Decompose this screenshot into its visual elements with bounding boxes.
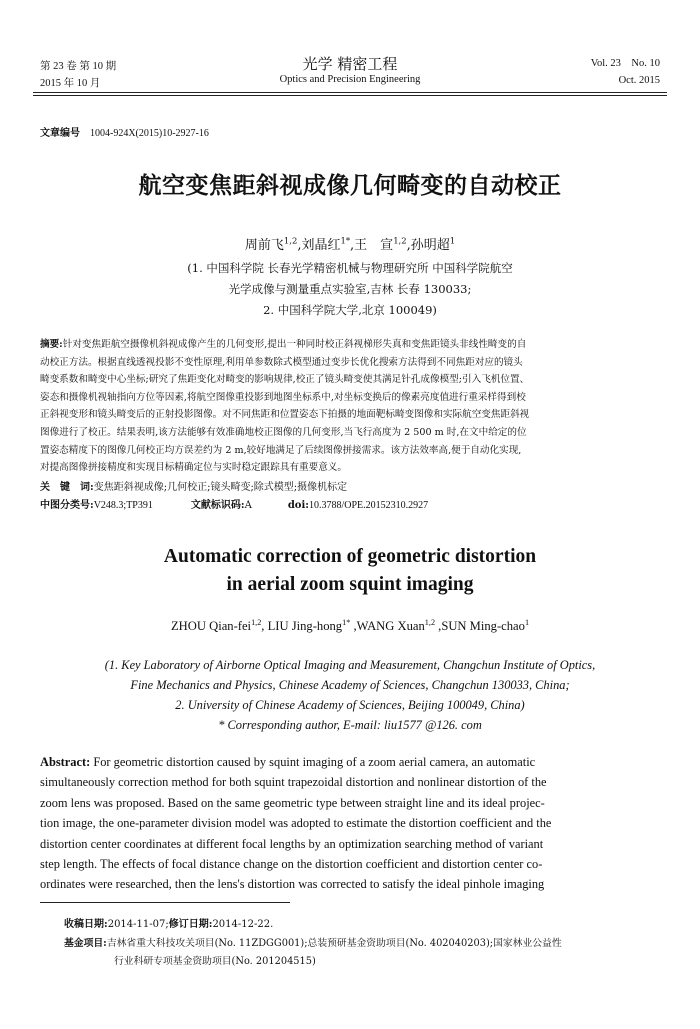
journal-title-en: Optics and Precision Engineering (279, 74, 421, 85)
abstract-cn-line: 置姿态精度下的图像几何校正均方误差约为 2 m,较好地满足了后续图像拼接需求。该方法效率高,便于自动化实现, (40, 444, 522, 456)
abstract-cn-line: 对提高图像拼接精度和实现目标精确定位与实时稳定跟踪具有重要意义。 (40, 462, 347, 474)
affiliations-cn (0, 258, 700, 321)
article-id-value: 1004-924X(2015)10-2927-16 (90, 128, 209, 139)
footnote-rule (40, 902, 290, 903)
date-cn: 2015 年 10 月 (40, 78, 101, 89)
article-id-label: 文章编号 (40, 128, 80, 139)
abstract-cn-label: 摘要: (40, 339, 63, 350)
affiliation-cn-line: 光学成像与测量重点实验室,吉林 长春 130033; (228, 282, 472, 296)
volume-cn: 第 23 卷 第 10 期 (40, 61, 117, 72)
date-en: Oct. 2015 (618, 75, 660, 86)
corresponding-author: * Corresponding author, E-mail: liu1577 @126. com (218, 718, 482, 732)
affiliation-en-line: Fine Mechanics and Physics, Chinese Academy of Sciences, Changchun 130033, China; (130, 678, 570, 692)
keywords-cn (40, 478, 347, 493)
abstract-en-line: Abstract: For geometric distortion caused by squint imaging of a zoom aerial camera, an automatic (40, 755, 536, 769)
abstract-en-line: zoom lens was proposed. Based on the same geometric type between straight line and its ideal projec- (40, 795, 545, 810)
abstract-en-line: simultaneously correction method for both squint trapezoidal distortion and nonlinear distortion of the (40, 775, 547, 790)
keywords-value: 变焦距斜视成像;几何校正;镜头畸变;除式模型;摄像机标定 (93, 482, 348, 493)
received-dates: 收稿日期:2014-11-07;修订日期:2014-12-22. (64, 919, 274, 930)
abstract-cn (40, 336, 662, 477)
doi-value: 10.3788/OPE.20152310.2927 (308, 500, 429, 511)
article-id (40, 124, 209, 139)
paper-title-cn: 航空变焦距斜视成像几何畸变的自动校正 (138, 172, 562, 199)
volume-en: Vol. 23 No. 10 (590, 58, 660, 69)
abstract-cn-line: 动校正方法。根据直线透视投影不变性原理,利用单参数除式模型通过变步长优化搜索方法得到不同焦距对应的镜头 (40, 356, 523, 368)
affiliation-en-line: 2. University of Chinese Academy of Sciences, Beijing 100049, China) (175, 698, 525, 712)
abstract-en-line: distortion center coordinates at different focal lengths by an optimization searching method of variant (40, 836, 544, 851)
paper-title-en: Automatic correction of geometric distortion in aerial zoom squint imaging (163, 546, 537, 595)
affiliation-cn-line: 2. 中国科学院大学,北京 100049) (263, 303, 437, 317)
authors-en: ZHOU Qian-fei$^{1,2}$, LIU Jing-hong$^{1*}$ ,WANG Xuan$^{1,2}$ ,SUN Ming-chao$^1$ (170, 618, 530, 634)
abstract-cn-line: 正斜视变形和镜头畸变后的正射投影图像。对不同焦距和位置姿态下拍摄的地面靶标畸变图像和实际航空变焦距斜视 (40, 409, 530, 421)
abstract-cn-line: 畸变系数和畸变中心坐标;研究了焦距变化对畸变的影响规律,校正了镜头畸变使其满足针孔成像模型;引入飞机位置、 (40, 374, 530, 386)
fund-projects: 基金项目:吉林省重大科技攻关项目(No. 11ZDGG001);总装预研基金资助项目(No. 402040203);国家林业公益性 行业科研专项基金资助项目(No. 201204515) (64, 938, 562, 967)
abstract-en-line: tion image, the one-parameter division model was adopted to estimate the distortion coefficient and the (40, 816, 552, 831)
header-rule-2 (33, 95, 667, 96)
abstract-cn-line: 摘要:针对变焦距航空摄像机斜视成像产生的几何变形,提出一种同时校正斜视梯形失真和变焦距镜头非线性畸变的自 (40, 339, 527, 350)
abstract-en-line: step length. The effects of focal distance change on the distortion coefficient and distortion center co- (40, 857, 543, 872)
affiliation-cn-line: (1. 中国科学院 长春光学精密机械与物理研究所 中国科学院航空 (187, 261, 513, 275)
classification-line: 中图分类号:V248.3;TP391 文献标识码:A doi:10.3788/OPE.20152310.2927 (40, 500, 429, 511)
authors-cn: 周前飞$^{1,2}$,刘晶红$^{1*}$,王 宣$^{1,2}$,孙明超$^1$ (244, 235, 456, 253)
abstract-cn-line: 图像进行了校正。结果表明,该方法能够有效准确地校正图像的几何变形,当飞行高度为 2 500 m 时,在文中给定的位 (40, 426, 527, 438)
journal-title-cn: 光学 精密工程 (302, 55, 398, 73)
keywords-label: 关 键 词: (40, 482, 94, 493)
abstract-cn-line: 姿态和摄像机视轴指向方位等因素,将航空图像重投影到地图坐标系中,对坐标变换后的像素亮度值进行重采样得到校 (40, 391, 526, 403)
abstract-en (40, 752, 662, 895)
abstract-en-label: Abstract: (40, 755, 91, 769)
header-rule (33, 92, 667, 93)
abstract-en-line: ordinates were researched, then the lens's distortion was corrected to satisfy the ideal pinhole imaging (40, 877, 545, 892)
affiliations-en (0, 655, 700, 735)
affiliation-en-line: (1. Key Laboratory of Airborne Optical Imaging and Measurement, Changchun Institute of Optics, (104, 658, 596, 672)
